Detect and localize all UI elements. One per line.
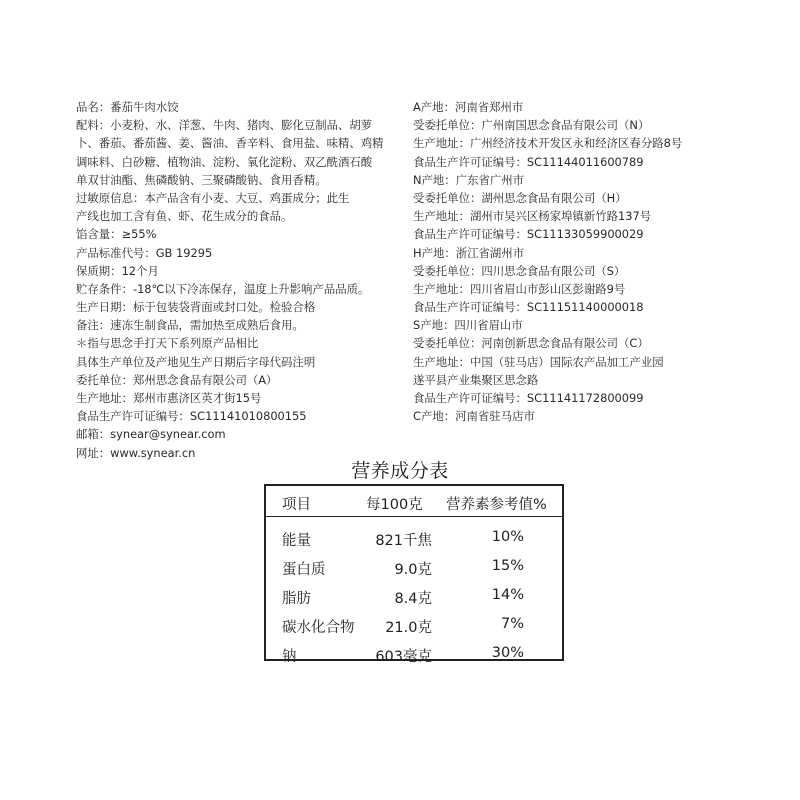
nutrition-row-sodium [266,640,562,669]
nutrient-nrv: 14% [491,587,524,603]
shelf-life-line: 保质期：12个月 [76,263,159,278]
allergen-line-1: 过敏原信息：本产品含有小麦、大豆、鸡蛋成分；此生 [76,190,350,205]
producer-info-column [413,98,743,425]
nutrient-name: 脂肪 [282,591,311,607]
origin-c-line: C产地：河南省驻马店市 [413,409,535,424]
nutrient-name: 钠 [282,649,297,665]
email-line: 邮箱：synear@synear.com [76,427,226,442]
header-nrv: 营养素参考值% [446,497,547,513]
storage-line: 贮存条件：-18℃以下冷冻保存，温度上升影响产品品质。 [76,281,370,296]
ingredients-line-3: 调味料、白砂糖、植物油、淀粉、氧化淀粉、双乙酰酒石酸 [76,154,373,169]
commissioning-unit-line: 委托单位：郑州思念食品有限公司（A） [76,372,278,387]
producer-code-note-line: 具体生产单位及产地见生产日期后字母代码注明 [76,354,316,369]
origin-h-line: H产地：浙江省湖州市 [413,245,525,260]
nutrient-amount: 821千焦 [375,533,432,549]
contractor-s-line: 受委托单位：四川思念食品有限公司（S） [413,263,626,278]
nutrient-amount: 9.0克 [394,562,432,578]
allergen-line-2: 产线也加工含有鱼、虾、花生成分的食品。 [76,209,293,224]
contractor-c-line: 受委托单位：河南创新思念食品有限公司（C） [413,336,649,351]
product-name-line: 品名：番茄牛肉水饺 [76,100,179,114]
filling-content-line: 馅含量：≥55% [76,227,157,242]
contractor-h-line: 受委托单位：湖州思念食品有限公司（H） [413,190,627,205]
nutrient-nrv: 30% [491,645,524,661]
nutrient-name: 碳水化合物 [282,620,355,636]
nutrient-amount: 8.4克 [394,591,432,607]
ingredients-line-2: 卜、番茄、番茄酱、姜、酱油、香辛料、食用盐、味精、鸡精 [76,136,384,151]
product-info-column [76,98,406,462]
nutrition-row-energy [266,524,562,553]
license-c-line: 食品生产许可证编号：SC11141172800099 [413,391,644,405]
nutrition-table-title: 营养成分表 [351,460,449,482]
contractor-n-line: 受委托单位：广州南国思念食品有限公司（N） [413,118,650,133]
standard-code-line: 产品标准代号：GB 19295 [76,245,213,260]
nutrient-nrv: 7% [500,616,524,632]
address-h-line: 生产地址：湖州市吴兴区杨家埠镇新竹路137号 [413,209,652,224]
ingredients-line-1: 配料：小麦粉、水、洋葱、牛肉、猪肉、膨化豆制品、胡萝 [76,118,373,133]
nutrition-table-header [266,486,562,517]
nutrition-table-body [266,517,562,669]
note-line: 备注：速冻生制食品，需加热至成熟后食用。 [76,318,304,333]
header-per-100g: 每100克 [366,497,423,513]
license-number-line: 食品生产许可证编号：SC11141010800155 [76,409,307,424]
production-date-line: 生产日期：标于包装袋背面或封口处。检验合格 [76,300,316,315]
license-s-line: 食品生产许可证编号：SC11151140000018 [413,300,644,315]
nutrient-name: 蛋白质 [282,562,326,578]
nutrition-table [264,484,564,665]
origin-s-line: S产地：四川省眉山市 [413,318,523,333]
production-address-line: 生产地址：郑州市惠济区英才街15号 [76,391,262,405]
nutrient-name: 能量 [282,533,311,549]
nutrient-nrv: 15% [491,558,524,574]
website-line: 网址：www.synear.cn [76,445,196,460]
origin-n-line: N产地：广东省广州市 [413,172,525,187]
nutrient-amount: 21.0克 [385,620,432,636]
ingredients-line-4: 单双甘油酯、焦磷酸钠、三聚磷酸钠、食用香精。 [76,172,327,187]
nutrient-amount: 603毫克 [375,649,432,665]
nutrition-row-protein [266,553,562,582]
license-h-line: 食品生产许可证编号：SC11133059900029 [413,227,644,242]
nutrition-row-carbohydrate [266,611,562,640]
address-n-line: 生产地址：广州经济技术开发区永和经济区春分路8号 [413,136,683,151]
license-n-line: 食品生产许可证编号：SC11144011600789 [413,154,644,169]
footnote-line: ＊指与思念手打天下系列原产品相比 [76,336,259,351]
address-s-line: 生产地址：四川省眉山市彭山区彭谢路9号 [413,281,626,296]
nutrition-row-fat [266,582,562,611]
address-c-line-1: 生产地址：中国（驻马店）国际农产品加工产业园 [413,354,664,369]
nutrient-nrv: 10% [491,529,524,545]
origin-a-line: A产地：河南省郑州市 [413,100,524,114]
address-c-line-2: 遂平县产业集聚区思念路 [413,372,539,387]
header-item: 项目 [282,497,311,513]
